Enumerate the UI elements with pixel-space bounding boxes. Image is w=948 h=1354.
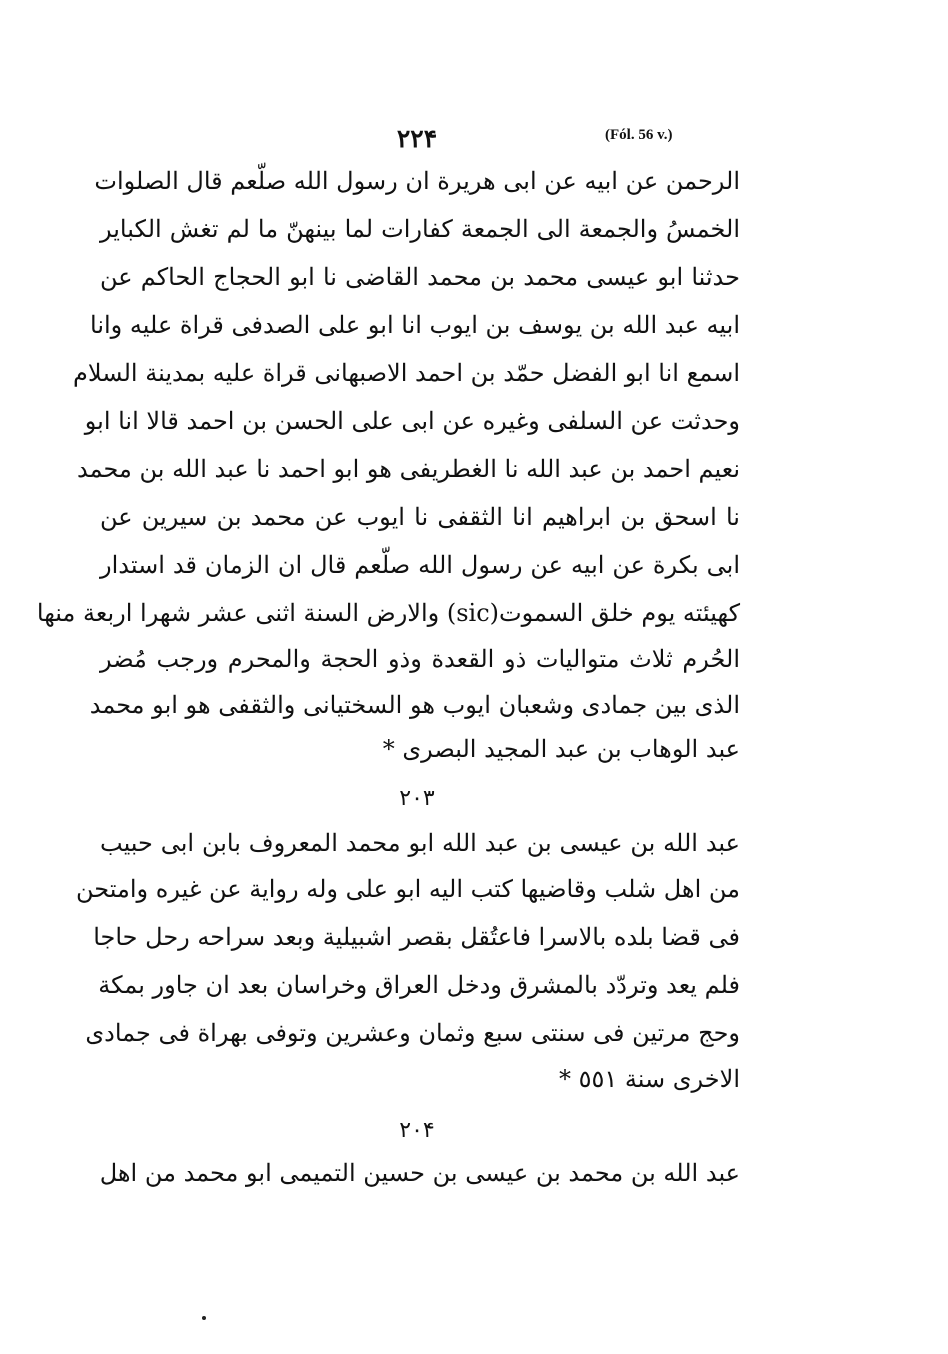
text-line: الاخرى سنة ٥٥١ *: [558, 1065, 740, 1093]
text-line: ابيه عبد الله بن يوسف بن ايوب انا ابو على الصدفى قراة عليه وانا: [90, 311, 740, 339]
text-line: اسمع انا ابو الفضل حمّد بن احمد الاصبهانى قراة عليه بمدينة السلام: [73, 359, 740, 387]
text-line: فى قضا بلده بالاسرا فاعتُقل بقصر اشبيلية وبعد سراحه رحل حاجا: [93, 923, 740, 951]
text-line: وحدثت عن السلفى وغيره عن ابى على الحسن بن احمد قالا انا ابو: [84, 407, 740, 435]
folio-reference: (Fól. 56 v.): [605, 127, 673, 143]
text-line: عبد الله بن عيسى بن عبد الله ابو محمد المعروف بابن ابى حبيب: [100, 829, 740, 857]
text-line: كهيئته يوم خلق السموت(sic) والارض السنة اثنى عشر شهرا اربعة منها: [36, 599, 740, 627]
text-line: وحج مرتين فى سنتى سبع وثمان وعشرين وتوفى بهراة فى جمادى: [85, 1019, 740, 1047]
entry-number: ٢٠۴: [399, 1118, 435, 1143]
text-line: الحُرم ثلاث متواليات ذو القعدة وذو الحجة والمحرم ورجب مُضر: [100, 645, 740, 673]
text-line: نعيم احمد بن عبد الله نا الغطريفى هو ابو احمد نا عبد الله بن محمد: [77, 455, 740, 483]
text-line: الخمسُ والجمعة الى الجمعة كفارات لما بينهنّ ما لم تغش الكباير: [100, 215, 740, 243]
page-number: ٢٢۴: [396, 124, 438, 153]
text-line: عبد الوهاب بن عبد المجيد البصرى *: [382, 735, 740, 763]
text-line: حدثنا ابو عيسى محمد بن محمد القاضى نا ابو الحجاج الحاكم عن: [100, 263, 740, 291]
text-line: الذى بين جمادى وشعبان ايوب هو السختيانى والثقفى هو ابو محمد: [89, 691, 740, 719]
ink-speck: [202, 1316, 206, 1320]
text-line: ابى بكرة عن ابيه عن رسول الله صلّعم قال ان الزمان قد استدار: [100, 551, 740, 579]
text-line: نا اسحق بن ابراهيم انا الثقفى نا ايوب عن محمد بن سيرين عن: [100, 503, 740, 531]
text-line: من اهل شلب وقاضيها كتب اليه ابو على وله رواية عن غيره وامتحن: [76, 875, 740, 903]
text-line: عبد الله بن محمد بن عيسى بن حسين التميمى ابو محمد من اهل: [99, 1159, 740, 1187]
text-line: الرحمن عن ابيه عن ابى هريرة ان رسول الله صلّعم قال الصلوات: [94, 167, 740, 195]
entry-number: ٢٠٣: [399, 786, 435, 811]
text-line: فلم يعد وتردّد بالمشرق ودخل العراق وخراسان بعد ان جاور بمكة: [98, 971, 740, 999]
